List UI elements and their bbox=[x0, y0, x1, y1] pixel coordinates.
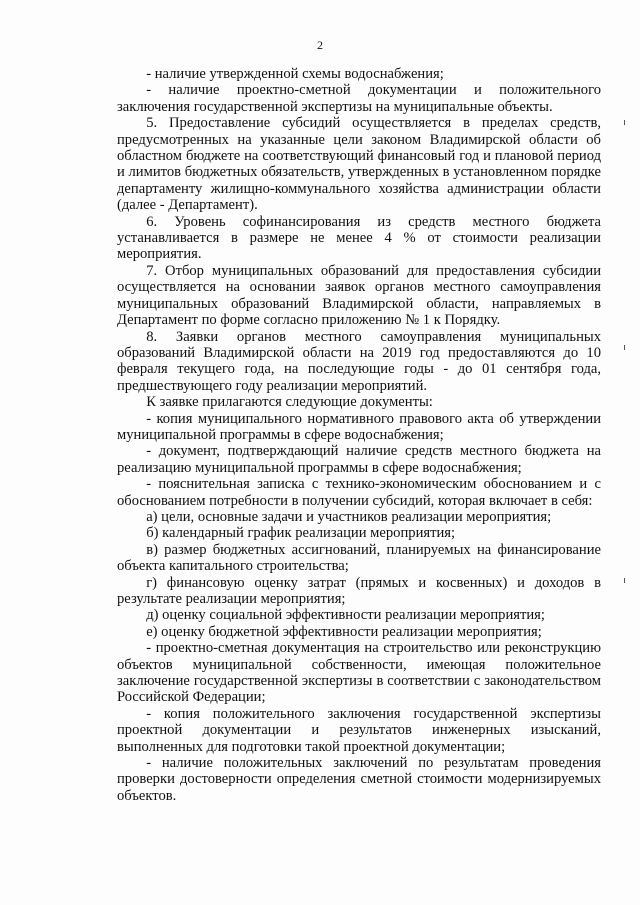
page-number: 2 bbox=[317, 38, 323, 52]
paragraph: 6. Уровень софинансирования из средств местного бюджета устанавливается в размере не менее 4 % от стоимости реализации мероприятия. bbox=[117, 213, 601, 263]
paragraph: б) календарный график реализации мероприятия; bbox=[146, 525, 456, 542]
paragraph: - документ, подтверждающий наличие средств местного бюджета на реализацию муниципальной программы в сфере водоснабжения; bbox=[117, 443, 601, 476]
paragraph: 7. Отбор муниципальных образований для предоставления субсидии осуществляется на основании заявок органов местного самоуправления муниципальных образований Владимирской области, направляемых в Департамент по форме согласно приложению № 1 к Порядку. bbox=[117, 262, 601, 329]
scan-mark bbox=[624, 345, 625, 350]
paragraph: 5. Предоставление субсидий осуществляется в пределах средств, предусмотренных на указанные цели законом Владимирской области об областном бюджете на соответствующий финансовый год и плановой период и лимитов бюджетных обязательств, утвержденных в установленном порядке департаменту жилищно-коммунального хозяйства администрации области (далее - Департамент). bbox=[117, 115, 601, 214]
paragraph: - наличие утвержденной схемы водоснабжения; bbox=[146, 66, 444, 82]
document-body bbox=[117, 66, 601, 804]
paragraph: а) цели, основные задачи и участников реализации мероприятия; bbox=[146, 508, 552, 525]
paragraph: - копия положительного заключения государственной экспертизы проектной документации и результатов инженерных изысканий, выполненных для подготовки такой проектной документации; bbox=[117, 705, 601, 755]
paragraph: - проектно-сметная документация на строительство или реконструкцию объектов муниципальной собственности, имеющая положительное заключение государственной экспертизы в соответствии с законодательством Российской Федерации; bbox=[117, 640, 601, 706]
paragraph: в) размер бюджетных ассигнований, планируемых на финансирование объекта капитального строительства; bbox=[117, 541, 601, 575]
paragraph: - копия муниципального нормативного правового акта об утверждении муниципальной программы в сфере водоснабжения; bbox=[117, 410, 601, 443]
paragraph: - пояснительная записка с технико-экономическим обоснованием и с обоснованием потребности в получении субсидий, которая включает в себя: bbox=[117, 476, 601, 509]
paragraph: 8. Заявки органов местного самоуправления муниципальных образований Владимирской области на 2019 год предоставляются до 10 февраля текущего года, на последующие годы - до 01 сентября года, предшествующего году реализации мероприятий. bbox=[117, 328, 601, 394]
paragraph: - наличие проектно-сметной документации и положительного заключения государственной экспертизы на муниципальные объекты. bbox=[117, 82, 601, 115]
paragraph: е) оценку бюджетной эффективности реализации мероприятия; bbox=[146, 623, 542, 640]
scan-mark bbox=[624, 578, 625, 583]
scan-mark bbox=[624, 120, 625, 125]
paragraph: - наличие положительных заключений по результатам проведения проверки достоверности определения сметной стоимости модернизируемых объектов. bbox=[117, 755, 601, 804]
paragraph: К заявке прилагаются следующие документы: bbox=[146, 394, 433, 411]
paragraph: г) финансовую оценку затрат (прямых и косвенных) и доходов в результате реализации мероприятия; bbox=[117, 574, 601, 607]
paragraph: д) оценку социальной эффективности реализации мероприятия; bbox=[146, 607, 545, 624]
